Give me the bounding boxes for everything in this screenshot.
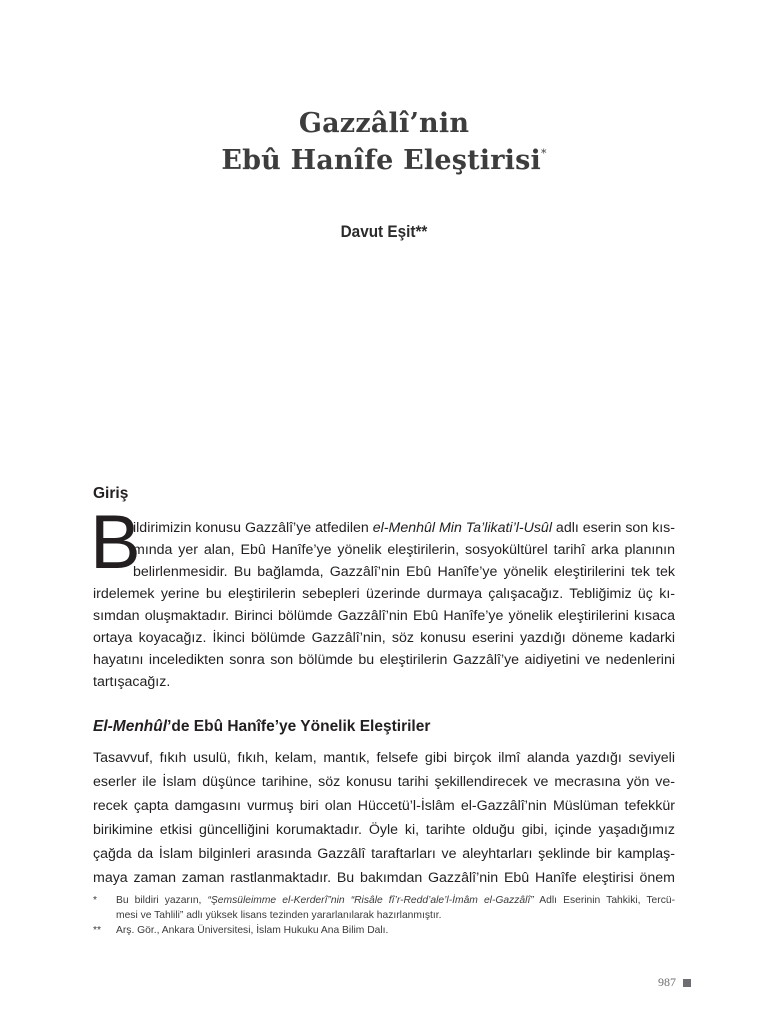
footnote-1-line-1 — [116, 893, 675, 908]
footnote-2-text: Arş. Gör., Ankara Üniversitesi, İslam Hukuku Ana Bilim Dalı. — [116, 925, 389, 936]
page-number-square-icon — [683, 979, 691, 987]
section-heading-rest: ’de Ebû Hanîfe’ye Yönelik Eleştiriler — [167, 718, 431, 735]
footnote-1-italic: “Şemsüleimme el-Kerderî”nin “Risâle fî’r-Redd’ale’l-İmâm el-Gazzâlî” — [207, 895, 534, 906]
intro-heading: Giriş — [93, 485, 129, 502]
section-heading-italic: El-Menhûl — [93, 718, 168, 735]
title-line-1: Gazzâlî’nin — [298, 108, 470, 139]
page-number: 987 — [658, 975, 676, 989]
intro-line-3: belirlenmesidir. Bu bağlamda, Gazzâlî’nin Ebû Hanîfe’ye yönelik eleştirilerini tek tek — [133, 564, 675, 580]
author-name: Davut Eşit** — [340, 222, 428, 241]
section-line-1: Tasavvuf, fıkıh usulü, fıkıh, kelam, mantık, felsefe gibi birçok ilmî alanda yazdığı seviyeli — [93, 750, 675, 766]
section-line-2: eserler ile İslam düşünce tarihine, söz konusu tarihi şekillendirecek ve mecrasına yön ve- — [93, 774, 675, 790]
intro-line-8: tartışacağız. — [93, 674, 171, 690]
intro-line-7: hayatını inceledikten sonra son bölümde bu eleştirilerin Gazzâlî’ye aidiyetini ve nedenlerini — [93, 652, 675, 668]
section-line-5: çağda da İslam bilginleri arasında Gazzâlî taraftarları ve aleyhtarları şeklinde bir kamplaş- — [93, 846, 675, 862]
title-footnote-marker: * — [540, 147, 547, 160]
footnote-1-pre: Bu bildiri yazarın, — [116, 895, 208, 906]
footnote-1-mark: * — [93, 895, 98, 906]
intro-line-1-pre: ildirimizin konusu Gazzâlî’ye atfedilen — [133, 520, 373, 536]
section-line-4: birikimine etkisi güncelliğini korumaktadır. Öyle ki, tarihte olduğu gibi, içinde yaşadığımız — [93, 822, 675, 838]
section-heading — [93, 718, 430, 736]
intro-line-5: sımdan oluşmaktadır. Birinci bölümde Gazzâlî’nin Ebû Hanîfe’ye yönelik eleştirilerini kısaca — [93, 608, 675, 624]
title-line-2-text: Ebû Hanîfe Eleştirisi — [221, 145, 541, 176]
footnote-2-mark: ** — [93, 925, 102, 936]
footnote-1-post: Adlı Eserinin Tahkiki, Tercü- — [533, 895, 676, 906]
intro-line-6: ortaya koyacağız. İkinci bölümde Gazzâlî’nin, söz konusu eserini yazdığı döneme kadarki — [93, 630, 675, 646]
footnote-1-line-2: mesi ve Tahlili” adlı yüksek lisans tezinden yararlanılarak hazırlanmıştır. — [116, 910, 442, 921]
intro-line-1-post: adlı eserin son kıs- — [551, 520, 675, 536]
intro-line-1 — [133, 517, 675, 539]
drop-cap: B — [90, 500, 141, 585]
section-line-6: maya zaman zaman rastlanmaktadır. Bu bakımdan Gazzâlî’nin Ebû Hanîfe eleştirisi önem — [93, 870, 675, 886]
intro-line-4: irdelemek yerine bu eleştirilerin sebepleri üzerinde durmaya çalışacağız. Tebliğimiz üç kı- — [93, 586, 675, 602]
intro-line-2: mında yer alan, Ebû Hanîfe’ye yönelik eleştirilerin, sosyokültürel tarihî arka planının — [133, 542, 675, 558]
section-line-3: recek çapta damgasını vurmuş biri olan Hüccetü’l-İslâm el-Gazzâlî’nin Müslüman tefekkür — [93, 798, 675, 814]
intro-line-1-italic: el-Menhûl Min Ta’likati’l-Usûl — [372, 520, 552, 536]
title-line-2 — [0, 145, 768, 176]
